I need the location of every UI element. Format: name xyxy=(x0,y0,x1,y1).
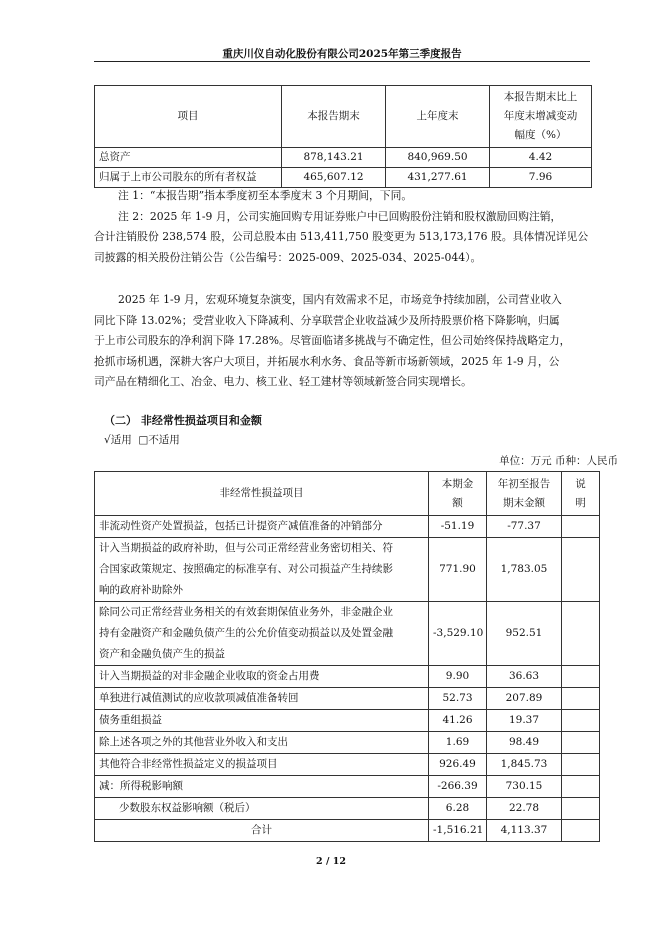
col-header-change-line: 幅度（%） xyxy=(514,129,567,141)
row-item xyxy=(95,602,429,666)
row-item xyxy=(95,666,429,688)
row-item xyxy=(95,516,429,538)
col-header-change-line: 本报告期末比上 xyxy=(503,91,578,103)
row-current: 1.69 xyxy=(429,732,487,754)
note-2-line: 司披露的相关股份注销公告（公告编号：2025-009、2025-034、2025-044）。 xyxy=(94,250,482,264)
table-row xyxy=(95,798,600,820)
row-current: -51.19 xyxy=(429,516,487,538)
row-ytd: 19.37 xyxy=(487,710,562,732)
row-item: 总资产 xyxy=(95,148,282,168)
table-row xyxy=(95,516,600,538)
row-ytd: 36.63 xyxy=(487,666,562,688)
col-header-current: 本报告期末 xyxy=(282,86,386,148)
non-recurring-table xyxy=(94,471,600,842)
report-header: 重庆川仪自动化股份有限公司2025年第三季度报告 xyxy=(222,48,462,60)
col-header-change-line: 年度末增减变动 xyxy=(503,110,578,122)
row-note xyxy=(562,776,600,798)
section-title: （二） 非经常性损益项目和金额 xyxy=(104,414,262,427)
table-row xyxy=(95,538,600,602)
unchecked-box-icon: □ xyxy=(138,434,149,446)
not-applies-label: 不适用 xyxy=(148,434,180,446)
row-current: 6.28 xyxy=(429,798,487,820)
row-ytd: 22.78 xyxy=(487,798,562,820)
summary-line: 抢抓市场机遇，深耕大客户大项目，并拓展水利水务、食品等新市场新领域，2025 年 1-9 月，公 xyxy=(94,354,560,368)
row-item-line: 单独进行减值测试的应收款项减值准备转回 xyxy=(99,692,299,704)
row-prior: 431,277.61 xyxy=(386,168,490,188)
row-change: 7.96 xyxy=(490,168,592,188)
row-item-line: 资产和金融负债产生的损益 xyxy=(99,648,225,660)
row-ytd: 952.51 xyxy=(487,602,562,666)
row-item: 归属于上市公司股东的所有者权益 xyxy=(95,168,282,188)
table-row xyxy=(95,688,600,710)
row-item-line: 非流动性资产处置损益，包括已计提资产减值准备的冲销部分 xyxy=(99,520,383,532)
balance-summary-table xyxy=(94,85,592,188)
row-current: 52.73 xyxy=(429,688,487,710)
col-header-ytd-line: 年初至报告 xyxy=(497,477,551,490)
row-current: 771.90 xyxy=(429,538,487,602)
row-item-line: 少数股东权益影响额（税后） xyxy=(119,802,256,814)
row-item-line: 合计 xyxy=(251,824,272,836)
table-row xyxy=(95,732,600,754)
note-2-line: 合计注销股份 238,574 股，公司总股本由 513,411,750 股变更为 513,173,176 股。具体情况详见公 xyxy=(94,230,589,243)
row-note xyxy=(562,602,600,666)
table-row xyxy=(95,710,600,732)
note-1: 注 1：“本报告期”指本季度初至本季度末 3 个月期间，下同。 xyxy=(118,189,413,202)
col-header-current-line: 本期金 xyxy=(441,477,474,490)
table-row xyxy=(95,754,600,776)
table-row xyxy=(95,666,600,688)
row-item xyxy=(95,710,429,732)
summary-line: 司产品在精细化工、冶金、电力、核工业、轻工建材等领域新签合同实现增长。 xyxy=(94,375,472,388)
row-ytd: 4,113.37 xyxy=(487,820,562,842)
row-note xyxy=(562,710,600,732)
row-item-line: 持有金融资产和金融负债产生的公允价值变动损益以及处置金融 xyxy=(99,627,393,639)
summary-line: 同比下降 13.02%；受营业收入下降减利、分享联营企业收益减少及所持股票价格下降影响，归属 xyxy=(94,313,560,327)
col-header-note-line: 明 xyxy=(575,496,586,509)
row-current: 41.26 xyxy=(429,710,487,732)
row-note xyxy=(562,688,600,710)
table-row xyxy=(95,820,600,842)
table-row xyxy=(95,602,600,666)
row-current: -3,529.10 xyxy=(429,602,487,666)
row-ytd: 1,845.73 xyxy=(487,754,562,776)
row-item-line: 除同公司正常经营业务相关的有效套期保值业务外，非金融企业 xyxy=(99,606,393,618)
row-current: 926.49 xyxy=(429,754,487,776)
row-item-line: 债务重组损益 xyxy=(99,714,162,726)
col-header-note-line: 说 xyxy=(575,477,586,490)
row-ytd: -77.37 xyxy=(487,516,562,538)
row-item xyxy=(95,538,429,602)
col-header-current xyxy=(429,472,487,516)
row-item-line: 其他符合非经常性损益定义的损益项目 xyxy=(99,758,278,770)
row-item-line: 减：所得税影响额 xyxy=(99,780,183,792)
col-header-current-line: 额 xyxy=(452,496,463,509)
row-item-line: 合国家政策规定、按照确定的标准享有、对公司损益产生持续影 xyxy=(99,563,393,575)
row-item-line: 除上述各项之外的其他营业外收入和支出 xyxy=(99,736,288,748)
table-row xyxy=(95,148,592,168)
col-header-item: 非经常性损益项目 xyxy=(95,472,429,516)
unit-currency-line: 单位：万元 币种：人民币 xyxy=(499,455,618,467)
row-item xyxy=(95,798,429,820)
row-note xyxy=(562,754,600,776)
notes-block xyxy=(94,186,592,268)
row-item-line: 计入当期损益的政府补助，但与公司正常经营业务密切相关、符 xyxy=(99,542,393,554)
row-item-line: 计入当期损益的对非金融企业收取的资金占用费 xyxy=(99,670,320,682)
row-note xyxy=(562,538,600,602)
row-current: -1,516.21 xyxy=(429,820,487,842)
row-item xyxy=(95,732,429,754)
table-row xyxy=(95,776,600,798)
row-note xyxy=(562,666,600,688)
row-current: 465,607.12 xyxy=(282,168,386,188)
col-header-item: 项目 xyxy=(95,86,282,148)
non-recurring-rows xyxy=(95,516,600,842)
row-change: 4.42 xyxy=(490,148,592,168)
col-header-note xyxy=(562,472,600,516)
col-header-prior: 上年度末 xyxy=(386,86,490,148)
row-ytd: 98.49 xyxy=(487,732,562,754)
row-ytd: 1,783.05 xyxy=(487,538,562,602)
row-item xyxy=(95,820,429,842)
row-current: 878,143.21 xyxy=(282,148,386,168)
table-row xyxy=(95,168,592,188)
row-ytd: 207.89 xyxy=(487,688,562,710)
checked-mark-icon: √ xyxy=(104,434,111,446)
performance-summary xyxy=(94,290,592,393)
page-number: 2 / 12 xyxy=(316,856,346,867)
row-item-line: 响的政府补助除外 xyxy=(99,584,183,596)
note-2-line: 注 2：2025 年 1-9 月，公司实施回购专用证券账户中已回购股份注销和股权激励回购注销， xyxy=(118,209,562,223)
row-prior: 840,969.50 xyxy=(386,148,490,168)
summary-line: 于上市公司股东的净利润下降 17.28%。尽管面临诸多挑战与不确定性，但公司始终保持战略定力， xyxy=(94,334,571,347)
col-header-ytd-line: 期末金额 xyxy=(503,496,545,509)
header-divider xyxy=(94,61,590,62)
row-item xyxy=(95,754,429,776)
col-header-change xyxy=(490,86,592,148)
col-header-ytd xyxy=(487,472,562,516)
applicability-options xyxy=(104,432,180,447)
row-note xyxy=(562,516,600,538)
row-item xyxy=(95,776,429,798)
row-item xyxy=(95,688,429,710)
row-current: -266.39 xyxy=(429,776,487,798)
summary-line: 2025 年 1-9 月，宏观环境复杂演变，国内有效需求不足，市场竞争持续加剧，公司营业收入 xyxy=(118,293,562,306)
row-note xyxy=(562,732,600,754)
row-current: 9.90 xyxy=(429,666,487,688)
row-ytd: 730.15 xyxy=(487,776,562,798)
row-note xyxy=(562,798,600,820)
row-note xyxy=(562,820,600,842)
applies-label: 适用 xyxy=(110,434,132,446)
